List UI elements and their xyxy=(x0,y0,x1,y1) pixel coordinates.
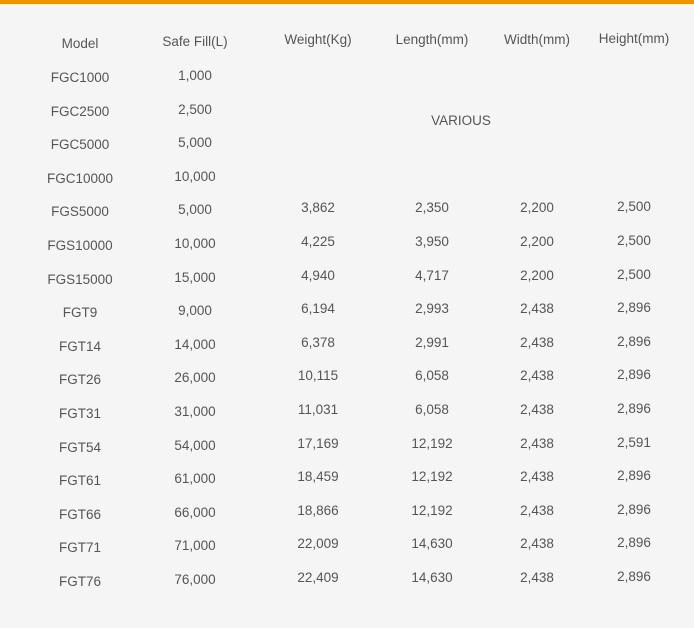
cell-model: FGC10000 xyxy=(46,170,114,186)
cell-safe-fill: 54,000 xyxy=(174,437,216,453)
cell-model: FGT14 xyxy=(58,338,102,354)
cell-width: 2,438 xyxy=(520,570,554,585)
cell-safe-fill: 61,000 xyxy=(174,471,216,487)
cell-model: FGT61 xyxy=(58,473,102,489)
cell-safe-fill: 26,000 xyxy=(174,370,216,386)
cell-model: FGC5000 xyxy=(50,137,110,153)
cell-model: FGS10000 xyxy=(47,238,113,253)
cell-width: 2,438 xyxy=(520,469,554,485)
cell-safe-fill: 5,000 xyxy=(178,202,212,218)
cell-width: 2,438 xyxy=(520,435,554,451)
cell-weight: 6,194 xyxy=(301,301,335,317)
header-model: Model xyxy=(61,36,99,51)
cell-weight: 6,378 xyxy=(301,334,335,350)
cell-length: 14,630 xyxy=(411,536,453,552)
cell-height: 2,500 xyxy=(617,199,651,215)
cell-width: 2,200 xyxy=(520,267,554,283)
cell-safe-fill: 31,000 xyxy=(174,404,216,419)
cell-safe-fill: 10,000 xyxy=(174,168,216,184)
cell-weight: 18,866 xyxy=(297,502,339,518)
cell-height: 2,896 xyxy=(617,468,651,484)
cell-model: FGS15000 xyxy=(47,271,113,287)
cell-height: 2,500 xyxy=(617,233,651,248)
cell-model: FGT66 xyxy=(58,506,102,522)
cell-weight: 22,409 xyxy=(297,570,339,585)
cell-model: FGS5000 xyxy=(51,204,109,220)
cell-width: 2,438 xyxy=(520,301,554,317)
cell-height: 2,896 xyxy=(617,569,651,584)
cell-weight: 10,115 xyxy=(297,368,339,384)
cell-width: 2,200 xyxy=(520,234,554,249)
cell-model: FGT26 xyxy=(58,372,102,388)
cell-weight: 11,031 xyxy=(297,402,339,417)
cell-weight: 4,225 xyxy=(301,234,335,249)
header-width: Width(mm) xyxy=(504,32,570,47)
cell-height: 2,591 xyxy=(617,434,651,450)
cell-model: FGT31 xyxy=(58,406,102,421)
cell-safe-fill: 10,000 xyxy=(174,236,216,251)
cell-weight: 18,459 xyxy=(297,469,339,485)
cell-length: 6,058 xyxy=(415,402,449,417)
cell-height: 2,896 xyxy=(617,401,651,416)
cell-length: 14,630 xyxy=(411,570,453,585)
cell-model: FGC2500 xyxy=(50,103,110,119)
cell-safe-fill: 1,000 xyxy=(178,68,212,83)
header-height: Height(mm) xyxy=(598,31,670,46)
cell-width: 2,438 xyxy=(520,502,554,518)
cell-model: FGC1000 xyxy=(50,70,110,85)
cell-weight: 17,169 xyxy=(297,435,339,451)
cell-length: 2,350 xyxy=(415,200,449,216)
cell-length: 12,192 xyxy=(411,469,453,485)
cell-height: 2,500 xyxy=(617,266,651,282)
various-note: VARIOUS xyxy=(431,113,491,128)
cell-height: 2,896 xyxy=(617,501,651,517)
cell-safe-fill: 14,000 xyxy=(174,336,216,352)
cell-height: 2,896 xyxy=(617,367,651,383)
cell-length: 12,192 xyxy=(411,502,453,518)
cell-height: 2,896 xyxy=(617,333,651,349)
cell-width: 2,438 xyxy=(520,536,554,552)
cell-weight: 22,009 xyxy=(297,536,339,552)
cell-width: 2,438 xyxy=(520,402,554,417)
cell-safe-fill: 66,000 xyxy=(174,504,216,520)
cell-model: FGT71 xyxy=(58,540,102,556)
cell-length: 4,717 xyxy=(415,267,449,283)
cell-safe-fill: 76,000 xyxy=(174,572,216,587)
cell-length: 6,058 xyxy=(415,368,449,384)
header-weight: Weight(Kg) xyxy=(284,32,352,47)
cell-safe-fill: 9,000 xyxy=(178,303,212,319)
cell-length: 12,192 xyxy=(411,435,453,451)
cell-width: 2,438 xyxy=(520,334,554,350)
cell-safe-fill: 71,000 xyxy=(174,538,216,554)
cell-safe-fill: 2,500 xyxy=(178,101,212,117)
cell-weight: 3,862 xyxy=(301,200,335,216)
cell-model: FGT54 xyxy=(58,439,102,455)
cell-length: 2,991 xyxy=(415,334,449,350)
cell-width: 2,438 xyxy=(520,368,554,384)
cell-width: 2,200 xyxy=(520,200,554,216)
header-safe-fill: Safe Fill(L) xyxy=(162,34,228,49)
cell-safe-fill: 5,000 xyxy=(178,135,212,151)
header-length: Length(mm) xyxy=(395,32,469,47)
cell-length: 2,993 xyxy=(415,301,449,317)
cell-model: FGT9 xyxy=(62,305,98,321)
cell-length: 3,950 xyxy=(415,234,449,249)
cell-model: FGT76 xyxy=(58,574,102,589)
cell-height: 2,896 xyxy=(617,535,651,551)
cell-weight: 4,940 xyxy=(301,267,335,283)
top-accent-bar xyxy=(0,0,694,4)
cell-height: 2,896 xyxy=(617,300,651,316)
cell-safe-fill: 15,000 xyxy=(174,269,216,285)
